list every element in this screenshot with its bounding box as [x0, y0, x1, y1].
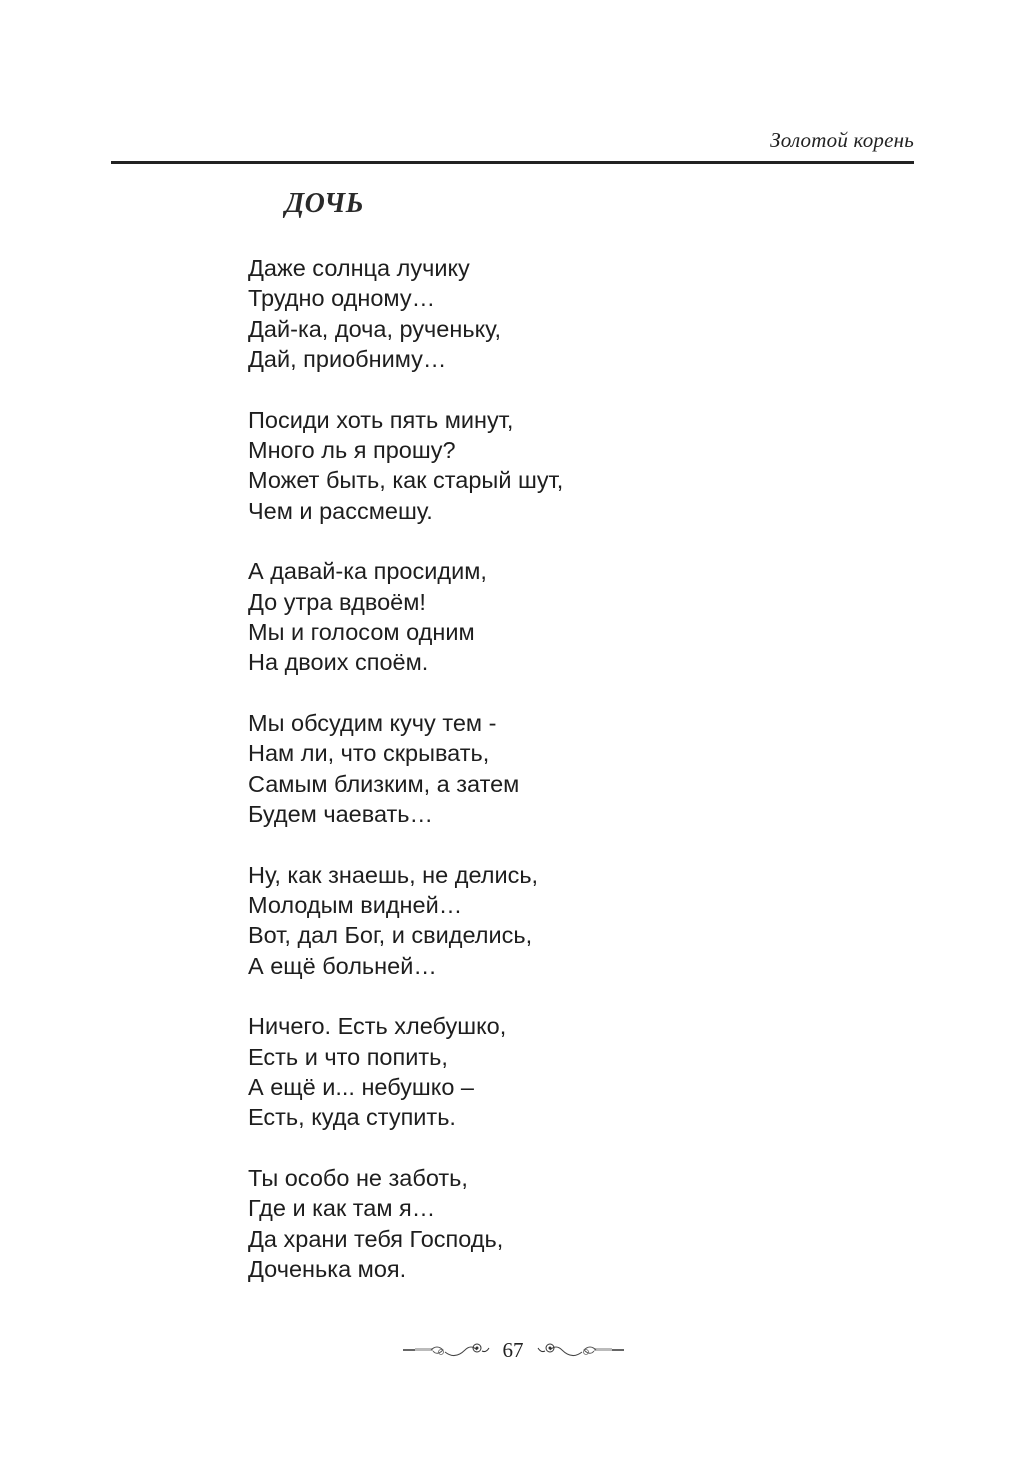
page-number: 67: [502, 1337, 524, 1362]
poem-title: ДОЧЬ: [285, 188, 364, 219]
poem-line: Где и как там я…: [248, 1195, 436, 1222]
poem-line: Молодым видней…: [248, 892, 463, 919]
poem-line: Самым близким, а затем: [248, 770, 520, 797]
poem-line: Чем и рассмешу.: [248, 497, 433, 524]
poem-line: А давай-ка просидим,: [248, 558, 487, 585]
poem-line: А ещё больней…: [248, 952, 437, 979]
poem-line: Трудно одному…: [248, 285, 436, 312]
stanza: [248, 860, 563, 981]
poem-line: Мы обсудим кучу тем -: [248, 710, 497, 737]
poem-line: Может быть, как старый шут,: [248, 467, 564, 494]
poem-line: Есть и что попить,: [248, 1043, 448, 1070]
floral-flourish-right-icon: [536, 1338, 626, 1362]
poem-line: Дай, приобниму…: [248, 345, 447, 372]
poem-line: Мы и голосом одним: [248, 618, 475, 645]
stanza: [248, 253, 563, 374]
poem-line: Дай-ка, доча, рученьку,: [248, 315, 502, 342]
poem-line: А ещё и... небушко –: [248, 1074, 474, 1101]
poem-line: Будем чаевать…: [248, 800, 434, 827]
poem-line: До утра вдвоём!: [248, 588, 426, 615]
stanza: [248, 1163, 563, 1284]
poem-line: Даже солнца лучику: [248, 255, 470, 281]
poem-line: Ты особо не заботь,: [248, 1165, 468, 1192]
floral-flourish-left-icon: [401, 1338, 491, 1362]
poem-body: [248, 253, 563, 1315]
poem-line: На двоих споём.: [248, 649, 429, 676]
stanza: [248, 1011, 563, 1132]
poem-line: Ничего. Есть хлебушко,: [248, 1013, 507, 1040]
stanza: [248, 708, 563, 829]
header-rule: [111, 161, 914, 164]
page-footer: [400, 1336, 626, 1364]
stanza: [248, 556, 563, 677]
running-header: Золотой корень: [770, 128, 914, 152]
stanza: [248, 405, 563, 526]
poem-line: Доченька моя.: [248, 1256, 407, 1283]
poem-line: Вот, дал Бог, и свиделись,: [248, 922, 533, 949]
poem-line: Ну, как знаешь, не делись,: [248, 861, 539, 888]
poem-line: Есть, куда ступить.: [248, 1104, 456, 1131]
poem-line: Да храни тебя Господь,: [248, 1225, 504, 1252]
poem-line: Много ль я прошу?: [248, 436, 456, 463]
poem-line: Посиди хоть пять минут,: [248, 406, 514, 433]
poem-line: Нам ли, что скрывать,: [248, 740, 490, 767]
